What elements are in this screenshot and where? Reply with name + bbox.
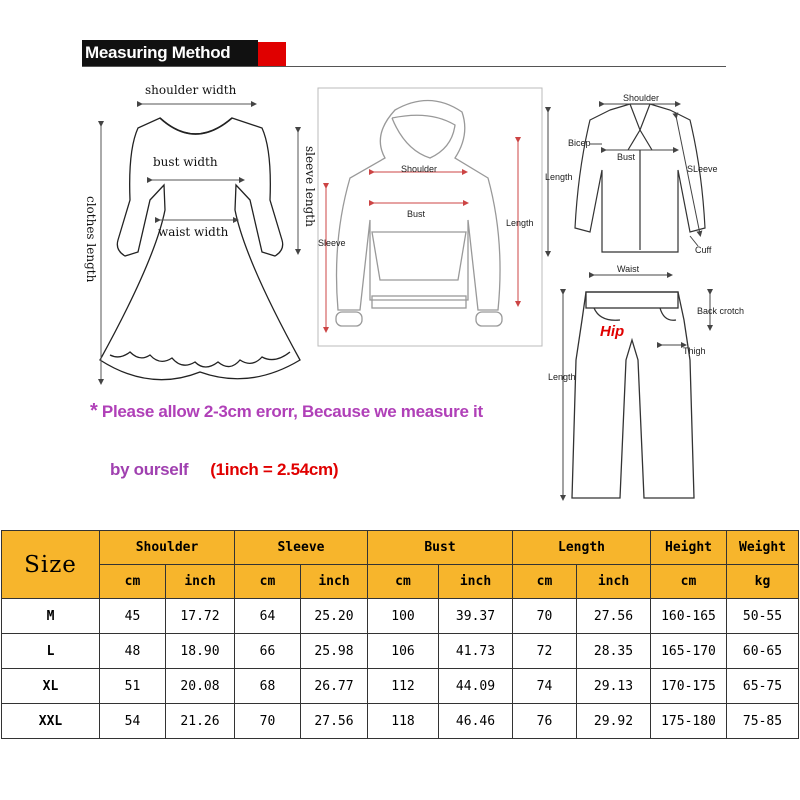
group-header-shoulder: Shoulder [100,531,235,565]
table-unit-header-row [2,565,799,599]
unit-header: cm [100,565,166,599]
hoodie-bust-label: Bust [407,209,426,219]
table-cell: 112 [368,669,439,704]
table-cell: 25.20 [301,599,368,634]
dress-shoulder-label: shoulder width [145,83,237,97]
shirt-shoulder-label: Shoulder [623,93,660,103]
unit-header: inch [577,565,651,599]
table-cell: 65-75 [727,669,799,704]
table-cell: 165-170 [651,634,727,669]
unit-header: cm [235,565,301,599]
table-cell: 39.37 [439,599,513,634]
table-cell: 25.98 [301,634,368,669]
pants-length-label: Length [548,372,576,382]
shirt-bicep-label: Bicep [568,138,591,148]
table-row [2,599,799,634]
note-line-2a: by ourself [110,460,189,479]
table-group-header-row [2,531,799,565]
table-cell: 51 [100,669,166,704]
table-cell: 44.09 [439,669,513,704]
table-cell: 29.13 [577,669,651,704]
measurement-note-line-2 [110,460,338,480]
size-header: Size [2,531,100,599]
note-star: * [90,400,98,422]
table-cell: 26.77 [301,669,368,704]
inch-conversion-note: (1inch = 2.54cm) [210,460,339,479]
unit-header: cm [513,565,577,599]
table-cell: 72 [513,634,577,669]
table-cell: 50-55 [727,599,799,634]
table-cell: 27.56 [577,599,651,634]
table-cell: 64 [235,599,301,634]
table-cell: 46.46 [439,704,513,739]
dress-bust-label: bust width [153,155,218,169]
size-cell: XXL [2,704,100,739]
dress-sleeve-label: sleeve length [303,146,317,227]
table-cell: 175-180 [651,704,727,739]
shirt-cuff-label: Cuff [695,245,712,255]
unit-header: inch [439,565,513,599]
table-cell: 29.92 [577,704,651,739]
table-cell: 74 [513,669,577,704]
unit-header: inch [301,565,368,599]
table-cell: 68 [235,669,301,704]
table-cell: 18.90 [166,634,235,669]
group-header-length: Length [513,531,651,565]
dress-measure-lines [101,104,298,382]
size-cell: L [2,634,100,669]
table-cell: 160-165 [651,599,727,634]
pants-hip-label: Hip [600,323,625,340]
table-row [2,704,799,739]
pants-waist-label: Waist [617,264,640,274]
table-cell: 60-65 [727,634,799,669]
group-header-weight: Weight [727,531,799,565]
size-chart-table [1,530,799,739]
table-cell: 41.73 [439,634,513,669]
group-header-height: Height [651,531,727,565]
table-cell: 76 [513,704,577,739]
group-header-bust: Bust [368,531,513,565]
table-cell: 70 [513,599,577,634]
dress-length-label: clothes length [84,196,98,283]
table-cell: 28.35 [577,634,651,669]
dress-waist-label: waist width [158,225,229,239]
table-cell: 54 [100,704,166,739]
pants-illustration [572,292,694,498]
unit-header: kg [727,565,799,599]
table-cell: 118 [368,704,439,739]
table-cell: 70 [235,704,301,739]
table-cell: 45 [100,599,166,634]
table-row [2,669,799,704]
size-cell: M [2,599,100,634]
hoodie-length-label: Length [506,218,534,228]
table-cell: 21.26 [166,704,235,739]
table-cell: 48 [100,634,166,669]
shirt-length-label: Length [545,172,573,182]
table-cell: 75-85 [727,704,799,739]
shirt-sleeve-label: SLeeve [687,164,718,174]
table-cell: 106 [368,634,439,669]
pants-thigh-label: Thigh [683,346,706,356]
note-line-1: Please allow 2-3cm erorr, Because we measure it [101,402,483,421]
measurement-error-note [90,400,483,423]
table-row [2,634,799,669]
hoodie-frame [318,88,542,346]
table-cell: 100 [368,599,439,634]
size-cell: XL [2,669,100,704]
table-cell: 17.72 [166,599,235,634]
table-cell: 27.56 [301,704,368,739]
unit-header: cm [651,565,727,599]
shirt-illustration [575,104,705,252]
unit-header: inch [166,565,235,599]
unit-header: cm [368,565,439,599]
table-cell: 170-175 [651,669,727,704]
hoodie-sleeve-label: Sleeve [318,238,346,248]
pants-back-crotch-label: Back crotch [697,306,745,316]
group-header-sleeve: Sleeve [235,531,368,565]
section-title: Measuring Method [82,40,258,66]
hoodie-shoulder-label: Shoulder [401,164,438,174]
table-cell: 66 [235,634,301,669]
table-cell: 20.08 [166,669,235,704]
shirt-bust-label: Bust [617,152,636,162]
